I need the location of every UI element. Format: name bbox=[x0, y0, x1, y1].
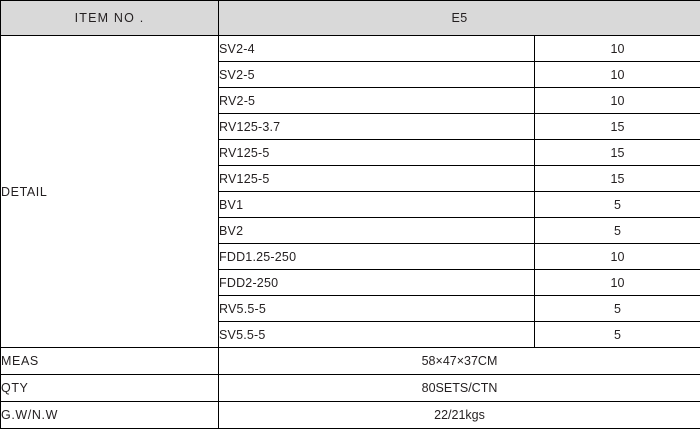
header-item-no-label: ITEM NO . bbox=[1, 1, 219, 36]
part-name: RV2-5 bbox=[219, 88, 535, 114]
part-qty: 5 bbox=[535, 322, 700, 348]
meas-label: MEAS bbox=[1, 348, 219, 375]
part-qty: 10 bbox=[535, 270, 700, 296]
part-name: RV125-3.7 bbox=[219, 114, 535, 140]
table-footer-row bbox=[1, 348, 700, 375]
meas-value: 58×47×37CM bbox=[219, 348, 700, 375]
part-name: SV2-4 bbox=[219, 36, 535, 62]
part-qty: 10 bbox=[535, 62, 700, 88]
part-qty: 5 bbox=[535, 218, 700, 244]
part-qty: 5 bbox=[535, 192, 700, 218]
part-name: FDD2-250 bbox=[219, 270, 535, 296]
part-qty: 15 bbox=[535, 114, 700, 140]
part-name: BV1 bbox=[219, 192, 535, 218]
part-name: FDD1.25-250 bbox=[219, 244, 535, 270]
part-name: SV2-5 bbox=[219, 62, 535, 88]
part-qty: 10 bbox=[535, 88, 700, 114]
gw-nw-label: G.W/N.W bbox=[1, 402, 219, 429]
gw-nw-value: 22/21kgs bbox=[219, 402, 700, 429]
part-name: RV5.5-5 bbox=[219, 296, 535, 322]
part-qty: 5 bbox=[535, 296, 700, 322]
part-qty: 10 bbox=[535, 244, 700, 270]
header-item-no-value: E5 bbox=[219, 1, 700, 36]
part-qty: 10 bbox=[535, 36, 700, 62]
qty-label: QTY bbox=[1, 375, 219, 402]
table-header-row bbox=[1, 1, 700, 36]
table-footer-row bbox=[1, 402, 700, 429]
qty-value: 80SETS/CTN bbox=[219, 375, 700, 402]
part-name: SV5.5-5 bbox=[219, 322, 535, 348]
detail-label: DETAIL bbox=[1, 36, 219, 348]
part-qty: 15 bbox=[535, 166, 700, 192]
table-row bbox=[1, 36, 700, 62]
part-qty: 15 bbox=[535, 140, 700, 166]
table-footer-row bbox=[1, 375, 700, 402]
part-name: BV2 bbox=[219, 218, 535, 244]
part-name: RV125-5 bbox=[219, 166, 535, 192]
part-name: RV125-5 bbox=[219, 140, 535, 166]
